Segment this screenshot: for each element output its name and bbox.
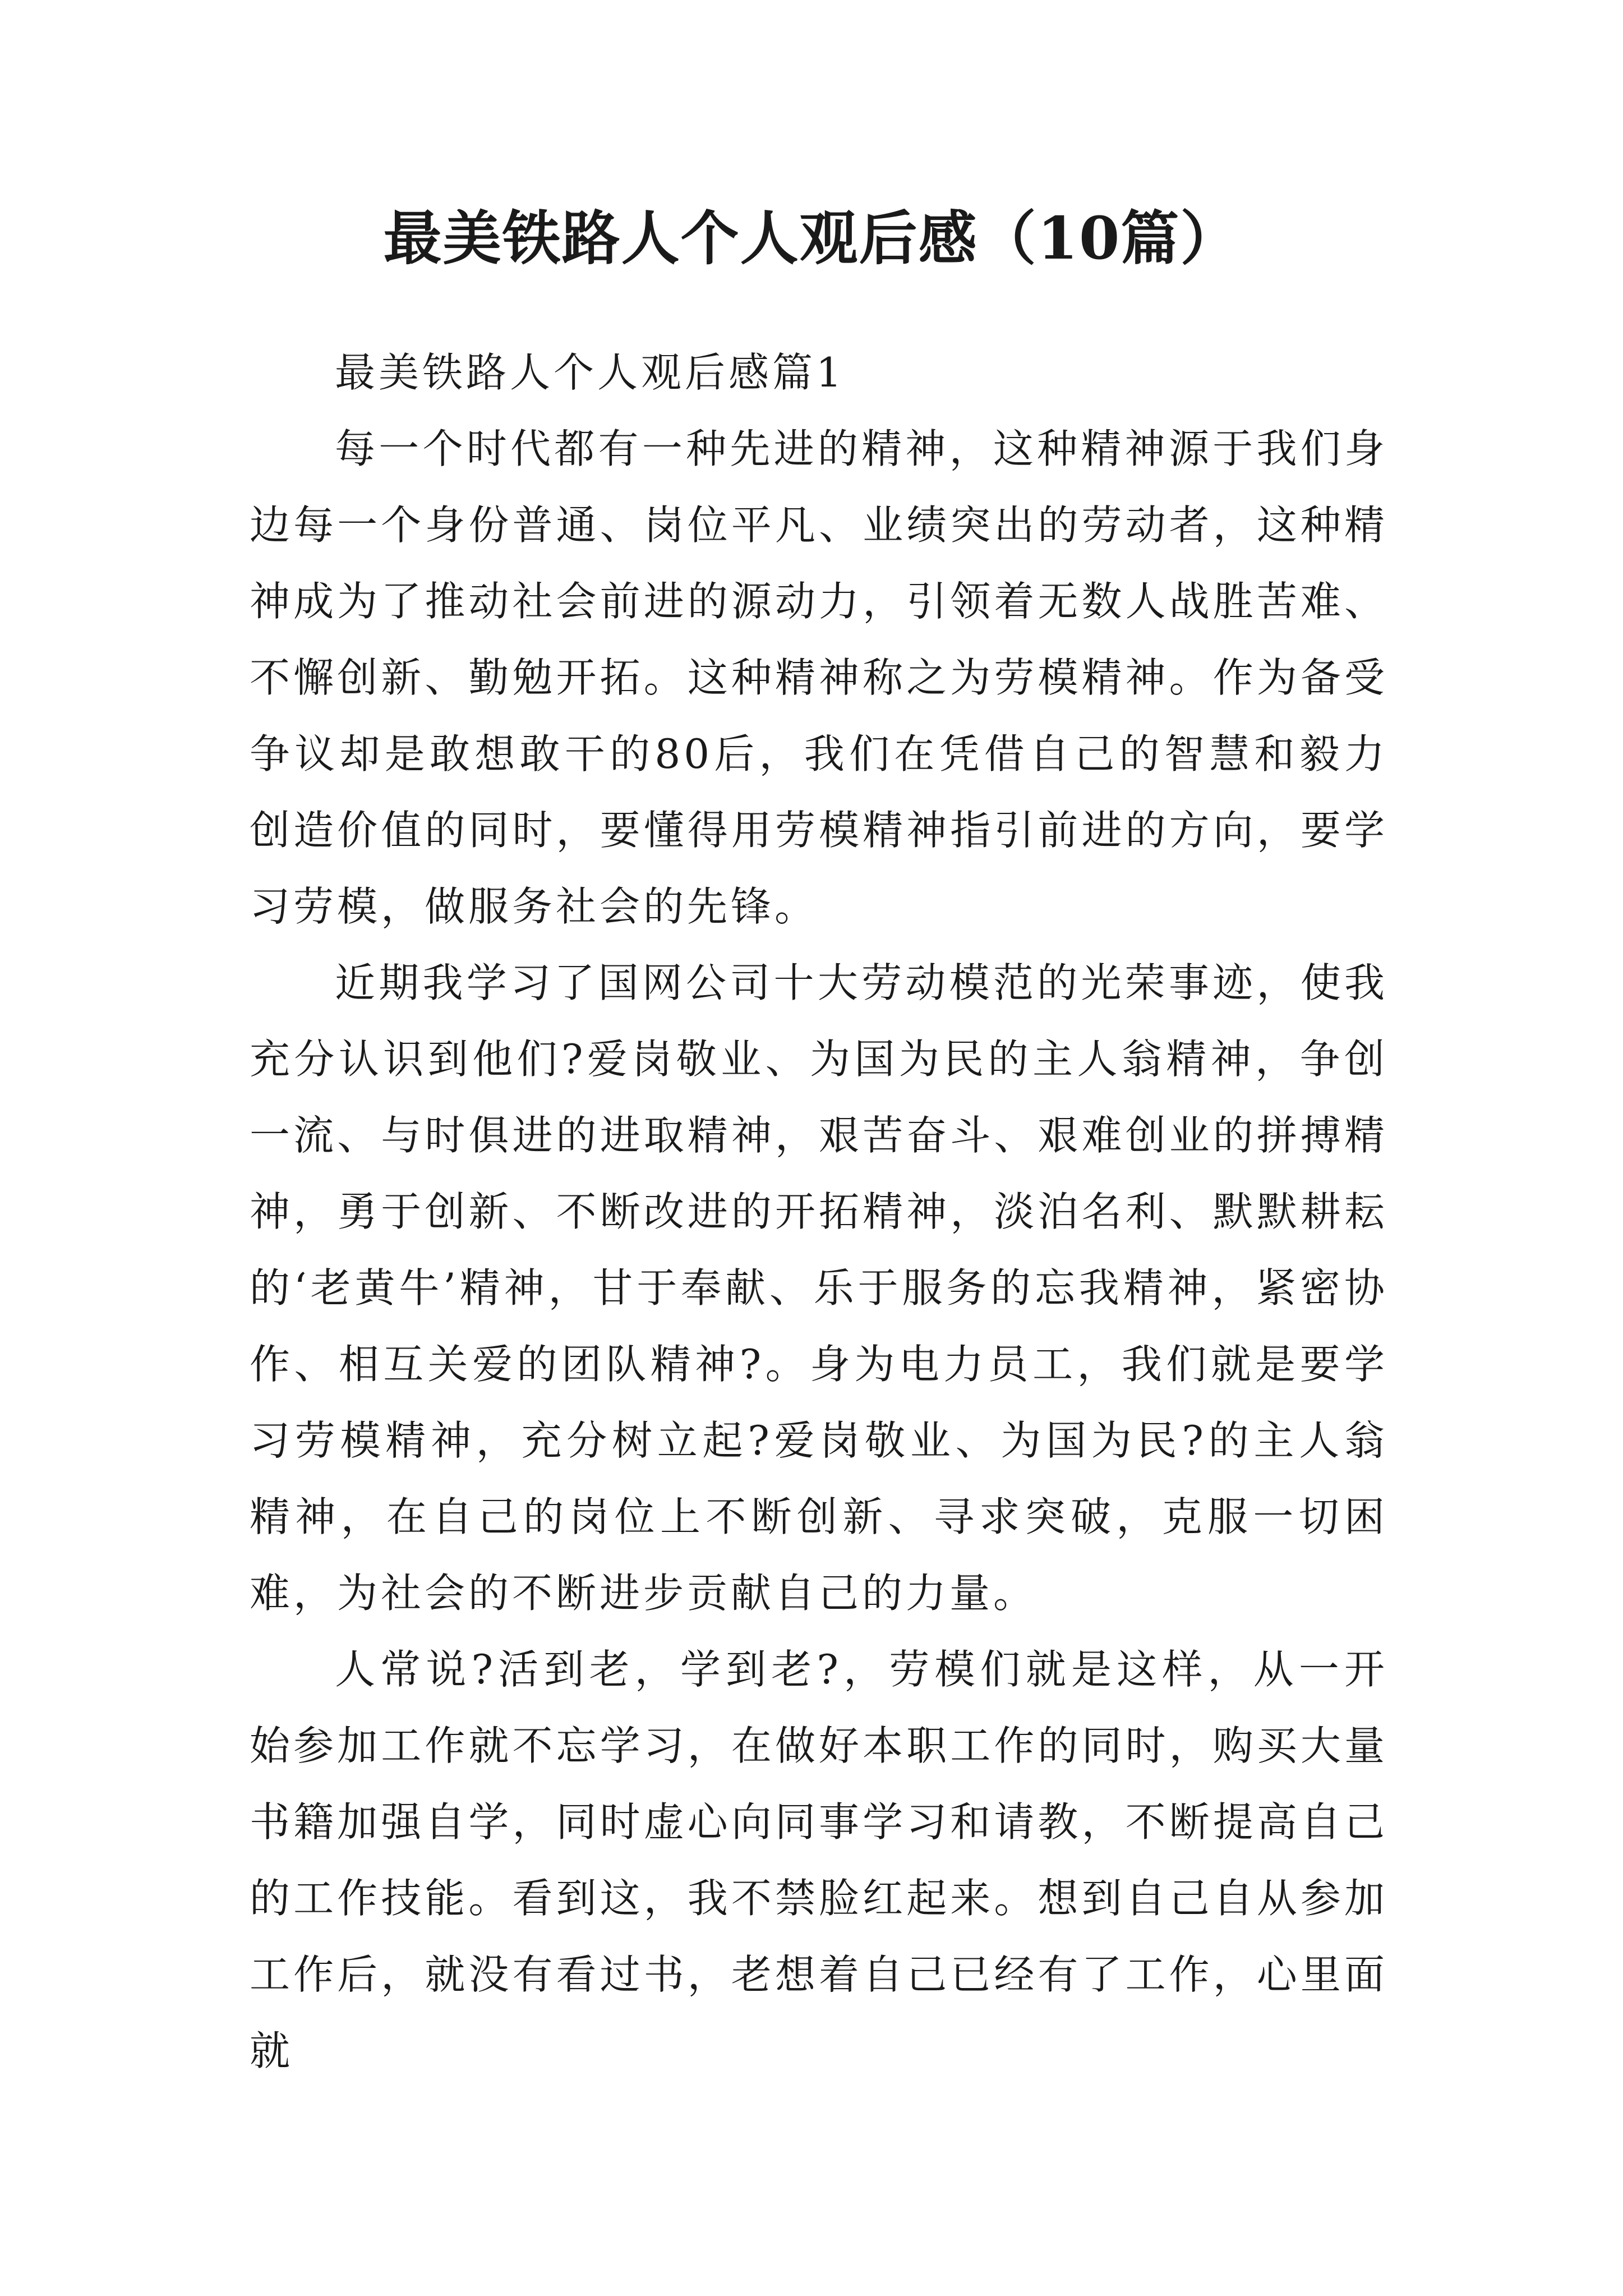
document-title: 最美铁路人个人观后感（10篇） <box>383 204 1240 273</box>
paragraph-2: 近期我学习了国网公司十大劳动模范的光荣事迹，使我充分认识到他们?爱岗敬业、为国为民的主人翁精神，争创一流、与时俱进的进取精神，艰苦奋斗、艰难创业的拼搏精神，勇于创新、不断改进的开拓精神，淡泊名利、默默耕耘的‘老黄牛’精神，甘于奉献、乐于服务的忘我精神，紧密协作、相互关爱的团队精神?。身为电力员工，我们就是要学习劳模精神，充分树立起?爱岗敬业、为国为民?的主人翁精神，在自己的岗位上不断创新、寻求突破，克服一切困难，为社会的不断进步贡献自己的力量。 <box>250 959 1388 1617</box>
paragraph-1: 每一个时代都有一种先进的精神，这种精神源于我们身边每一个身份普通、岗位平凡、业绩突出的劳动者，这种精神成为了推动社会前进的源动力，引领着无数人战胜苦难、不懈创新、勤勉开拓。这种精神称之为劳模精神。作为备受争议却是敢想敢干的80后，我们在凭借自己的智慧和毅力创造价值的同时，要懂得用劳模精神指引前进的方向，要学习劳模，做服务社会的先锋。 <box>250 425 1388 930</box>
section-heading: 最美铁路人个人观后感篇1 <box>335 349 845 396</box>
document-body <box>250 334 1388 2089</box>
paragraph-3: 人常说?活到老，学到老?，劳模们就是这样，从一开始参加工作就不忘学习，在做好本职工作的同时，购买大量书籍加强自学，同时虚心向同事学习和请教，不断提高自己的工作技能。看到这，我不禁脸红起来。想到自己自从参加工作后，就没有看过书，老想着自己已经有了工作，心里面就 <box>250 1646 1388 2074</box>
